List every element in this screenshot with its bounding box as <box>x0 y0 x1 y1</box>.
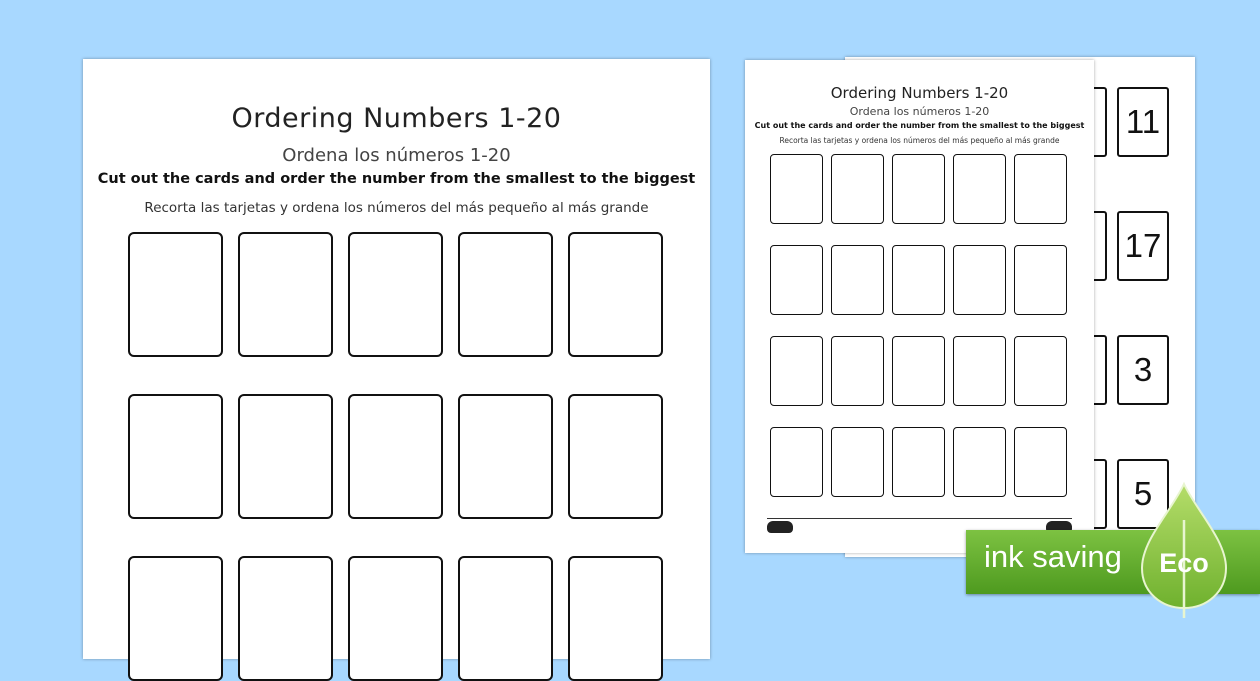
thumbnail-title: Ordering Numbers 1-20 <box>830 84 1009 102</box>
card-slot <box>1014 427 1067 497</box>
card-slot <box>892 336 945 406</box>
twinkl-logo-icon <box>767 521 793 533</box>
card-slot <box>128 394 223 519</box>
card-slot <box>458 556 553 681</box>
ink-saving-label: ink saving <box>984 539 1122 574</box>
card-slot <box>892 427 945 497</box>
card-slot <box>238 556 333 681</box>
card-slot <box>831 427 884 497</box>
number-card: 11 <box>1117 87 1169 157</box>
card-slot <box>238 394 333 519</box>
card-slot <box>458 232 553 357</box>
card-slot <box>458 394 553 519</box>
card-slot <box>953 427 1006 497</box>
card-slot <box>831 336 884 406</box>
card-slot <box>892 245 945 315</box>
card-slot <box>568 556 663 681</box>
card-slot <box>568 232 663 357</box>
card-slot <box>892 154 945 224</box>
card-slot <box>238 232 333 357</box>
card-slot <box>1014 245 1067 315</box>
thumbnail-instruction-es: Recorta las tarjetas y ordena los números del más pequeño al más grande <box>779 136 1060 145</box>
worksheet-thumbnail <box>745 60 1094 553</box>
instruction-spanish: Recorta las tarjetas y ordena los números del más pequeño al más grande <box>144 200 649 216</box>
eco-leaf-icon <box>1138 480 1230 620</box>
number-card: 5 <box>1117 459 1169 529</box>
card-slot <box>128 556 223 681</box>
card-slot <box>953 336 1006 406</box>
card-slot <box>770 336 823 406</box>
eco-leaf-label: Eco <box>1159 548 1209 578</box>
card-slot <box>348 394 443 519</box>
card-slot <box>1014 336 1067 406</box>
worksheet-title: Ordering Numbers 1-20 <box>231 103 562 134</box>
card-slot <box>348 556 443 681</box>
thumbnail-footer-line <box>767 518 1072 519</box>
thumbnail-subtitle: Ordena los números 1-20 <box>849 105 990 118</box>
card-slot <box>953 154 1006 224</box>
worksheet-main <box>83 59 710 659</box>
instruction-english: Cut out the cards and order the number from the smallest to the biggest <box>97 171 696 187</box>
card-slot <box>770 154 823 224</box>
card-slot <box>831 154 884 224</box>
card-slot <box>128 232 223 357</box>
thumbnail-instruction-en: Cut out the cards and order the number from the smallest to the biggest <box>754 121 1085 130</box>
card-slot <box>770 427 823 497</box>
card-slot <box>348 232 443 357</box>
card-slot <box>770 245 823 315</box>
number-card: 3 <box>1117 335 1169 405</box>
worksheet-subtitle: Ordena los números 1-20 <box>282 145 511 166</box>
card-slot <box>568 394 663 519</box>
card-slot <box>831 245 884 315</box>
card-slot <box>1014 154 1067 224</box>
card-slot <box>953 245 1006 315</box>
number-card: 17 <box>1117 211 1169 281</box>
